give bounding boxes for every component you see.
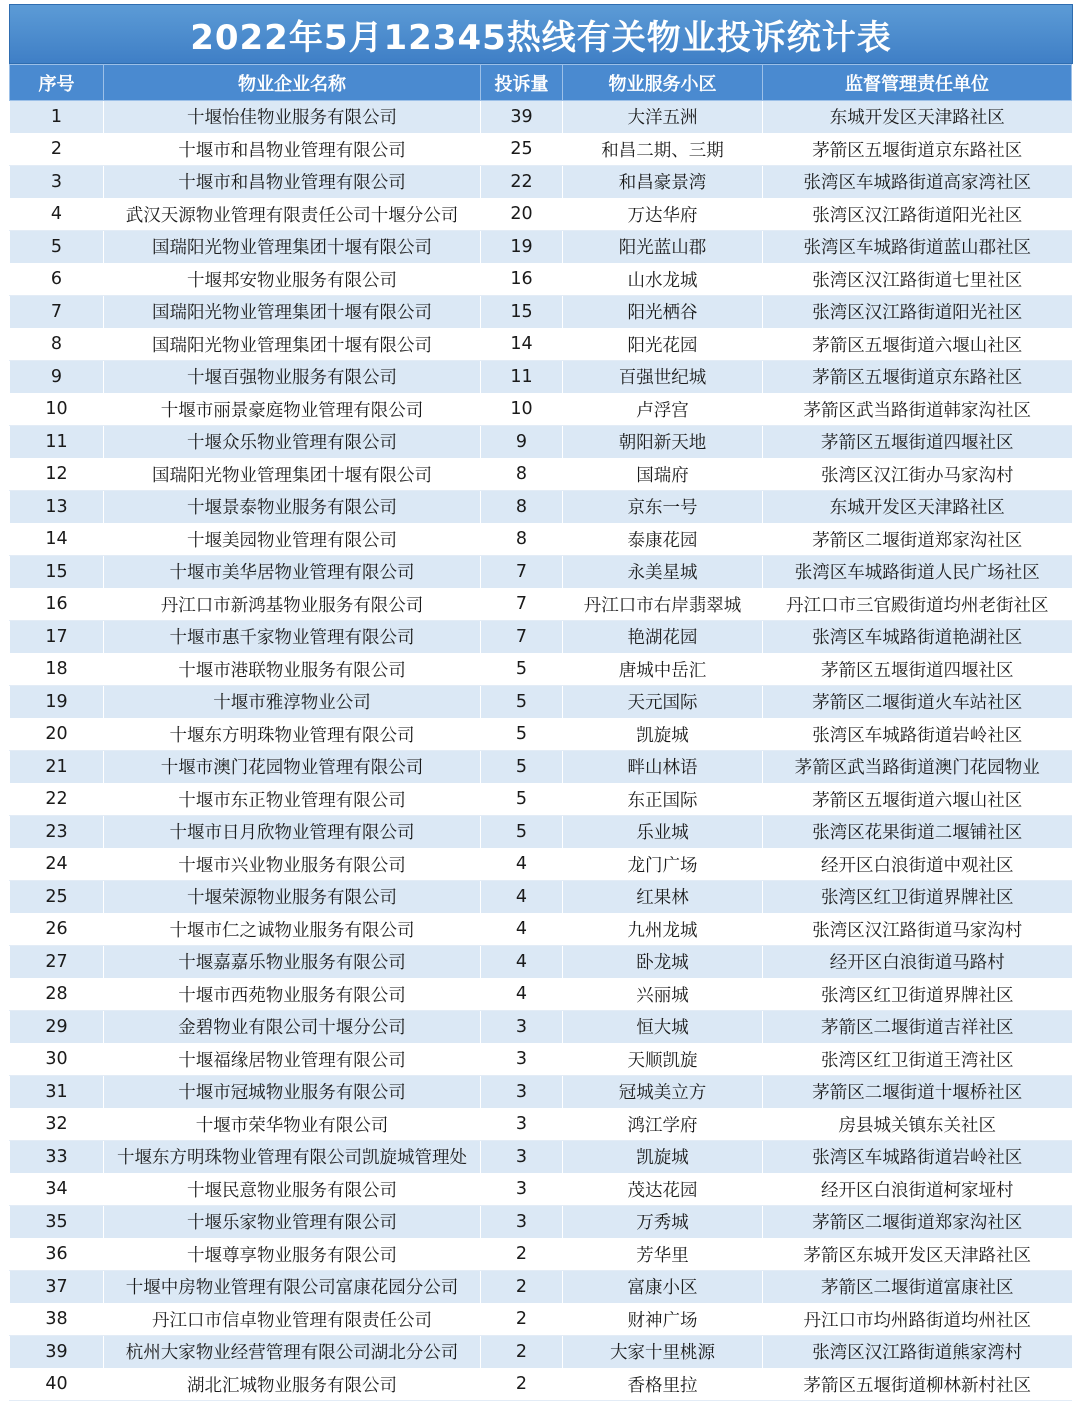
cell-index: 25 <box>10 881 104 914</box>
table-row <box>10 1206 1072 1239</box>
cell-supervising-unit: 张湾区汉江街办马家沟村 <box>763 458 1072 491</box>
cell-supervising-unit: 茅箭区二堰街道吉祥社区 <box>763 1011 1072 1044</box>
cell-community: 九州龙城 <box>563 913 763 946</box>
cell-company-name: 十堰东方明珠物业管理有限公司凯旋城管理处 <box>104 1141 481 1174</box>
cell-company-name: 十堰荣源物业服务有限公司 <box>104 881 481 914</box>
cell-supervising-unit: 茅箭区东城开发区天津路社区 <box>763 1238 1072 1271</box>
table-title: 2022年5月12345热线有关物业投诉统计表 <box>9 4 1073 64</box>
cell-complaint-count: 3 <box>481 1206 563 1239</box>
cell-index: 21 <box>10 751 104 784</box>
table-row <box>10 426 1072 459</box>
cell-index: 20 <box>10 718 104 751</box>
cell-index: 23 <box>10 816 104 849</box>
cell-index: 9 <box>10 361 104 394</box>
cell-index: 3 <box>10 166 104 199</box>
cell-complaint-count: 5 <box>481 718 563 751</box>
table-row <box>10 361 1072 394</box>
cell-supervising-unit: 张湾区汉江路街道熊家湾村 <box>763 1336 1072 1369</box>
cell-index: 35 <box>10 1206 104 1239</box>
cell-community: 畔山林语 <box>563 751 763 784</box>
cell-supervising-unit: 茅箭区五堰街道京东路社区 <box>763 133 1072 166</box>
cell-supervising-unit: 张湾区车城路街道艳湖社区 <box>763 621 1072 654</box>
cell-supervising-unit: 张湾区汉江路街道阳光社区 <box>763 296 1072 329</box>
cell-supervising-unit: 张湾区汉江路街道马家沟村 <box>763 913 1072 946</box>
table-row <box>10 1271 1072 1304</box>
table-row <box>10 231 1072 264</box>
cell-complaint-count: 2 <box>481 1238 563 1271</box>
cell-supervising-unit: 茅箭区二堰街道十堰桥社区 <box>763 1076 1072 1109</box>
cell-index: 37 <box>10 1271 104 1304</box>
cell-community: 阳光蓝山郡 <box>563 231 763 264</box>
cell-community: 恒大城 <box>563 1011 763 1044</box>
cell-complaint-count: 3 <box>481 1043 563 1076</box>
cell-community: 龙门广场 <box>563 848 763 881</box>
cell-index: 29 <box>10 1011 104 1044</box>
table-row <box>10 881 1072 914</box>
cell-company-name: 十堰市和昌物业管理有限公司 <box>104 133 481 166</box>
table-row <box>10 1141 1072 1174</box>
cell-index: 19 <box>10 686 104 719</box>
cell-complaint-count: 10 <box>481 393 563 426</box>
header-complaint-count: 投诉量 <box>481 65 563 101</box>
cell-supervising-unit: 茅箭区武当路街道韩家沟社区 <box>763 393 1072 426</box>
cell-index: 10 <box>10 393 104 426</box>
cell-community: 东正国际 <box>563 783 763 816</box>
cell-index: 33 <box>10 1141 104 1174</box>
table-row <box>10 1108 1072 1141</box>
complaint-table <box>9 64 1072 1401</box>
cell-community: 万达华府 <box>563 198 763 231</box>
cell-complaint-count: 8 <box>481 491 563 524</box>
cell-company-name: 十堰嘉嘉乐物业服务有限公司 <box>104 946 481 979</box>
cell-community: 财神广场 <box>563 1303 763 1336</box>
cell-supervising-unit: 张湾区车城路街道人民广场社区 <box>763 556 1072 589</box>
header-index: 序号 <box>10 65 104 101</box>
table-row <box>10 1303 1072 1336</box>
cell-community: 冠城美立方 <box>563 1076 763 1109</box>
table-row <box>10 1011 1072 1044</box>
cell-complaint-count: 2 <box>481 1271 563 1304</box>
cell-community: 京东一号 <box>563 491 763 524</box>
cell-complaint-count: 5 <box>481 686 563 719</box>
cell-community: 兴丽城 <box>563 978 763 1011</box>
cell-supervising-unit: 茅箭区五堰街道四堰社区 <box>763 426 1072 459</box>
cell-supervising-unit: 张湾区车城路街道岩岭社区 <box>763 1141 1072 1174</box>
cell-community: 百强世纪城 <box>563 361 763 394</box>
table-row <box>10 1043 1072 1076</box>
cell-complaint-count: 3 <box>481 1011 563 1044</box>
header-supervising-unit: 监督管理责任单位 <box>763 65 1072 101</box>
cell-company-name: 十堰市东正物业管理有限公司 <box>104 783 481 816</box>
cell-index: 2 <box>10 133 104 166</box>
cell-index: 24 <box>10 848 104 881</box>
cell-complaint-count: 2 <box>481 1368 563 1401</box>
cell-complaint-count: 4 <box>481 881 563 914</box>
cell-community: 芳华里 <box>563 1238 763 1271</box>
cell-index: 14 <box>10 523 104 556</box>
table-row <box>10 296 1072 329</box>
cell-supervising-unit: 东城开发区天津路社区 <box>763 491 1072 524</box>
cell-company-name: 十堰百强物业服务有限公司 <box>104 361 481 394</box>
table-row <box>10 133 1072 166</box>
cell-complaint-count: 39 <box>481 101 563 134</box>
cell-community: 大洋五洲 <box>563 101 763 134</box>
cell-company-name: 十堰市雅淳物业公司 <box>104 686 481 719</box>
cell-complaint-count: 5 <box>481 653 563 686</box>
cell-supervising-unit: 茅箭区武当路街道澳门花园物业 <box>763 751 1072 784</box>
cell-company-name: 十堰邦安物业服务有限公司 <box>104 263 481 296</box>
cell-supervising-unit: 经开区白浪街道中观社区 <box>763 848 1072 881</box>
table-row <box>10 556 1072 589</box>
cell-index: 22 <box>10 783 104 816</box>
cell-supervising-unit: 茅箭区二堰街道郑家沟社区 <box>763 1206 1072 1239</box>
cell-supervising-unit: 经开区白浪街道柯家垭村 <box>763 1173 1072 1206</box>
table-row <box>10 913 1072 946</box>
cell-complaint-count: 19 <box>481 231 563 264</box>
cell-index: 5 <box>10 231 104 264</box>
cell-complaint-count: 4 <box>481 978 563 1011</box>
cell-supervising-unit: 张湾区红卫街道界牌社区 <box>763 881 1072 914</box>
cell-complaint-count: 4 <box>481 946 563 979</box>
cell-company-name: 杭州大家物业经营管理有限公司湖北分公司 <box>104 1336 481 1369</box>
cell-community: 丹江口市右岸翡翠城 <box>563 588 763 621</box>
cell-index: 16 <box>10 588 104 621</box>
cell-company-name: 十堰市丽景豪庭物业管理有限公司 <box>104 393 481 426</box>
cell-index: 7 <box>10 296 104 329</box>
cell-community: 山水龙城 <box>563 263 763 296</box>
table-row <box>10 588 1072 621</box>
cell-community: 鸿江学府 <box>563 1108 763 1141</box>
cell-index: 1 <box>10 101 104 134</box>
cell-company-name: 十堰中房物业管理有限公司富康花园分公司 <box>104 1271 481 1304</box>
table-row <box>10 523 1072 556</box>
cell-index: 27 <box>10 946 104 979</box>
cell-company-name: 十堰市美华居物业管理有限公司 <box>104 556 481 589</box>
cell-complaint-count: 4 <box>481 913 563 946</box>
cell-supervising-unit: 张湾区车城路街道蓝山郡社区 <box>763 231 1072 264</box>
cell-complaint-count: 15 <box>481 296 563 329</box>
header-company-name: 物业企业名称 <box>104 65 481 101</box>
cell-community: 凯旋城 <box>563 718 763 751</box>
cell-index: 34 <box>10 1173 104 1206</box>
table-row <box>10 848 1072 881</box>
cell-company-name: 十堰福缘居物业管理有限公司 <box>104 1043 481 1076</box>
cell-complaint-count: 3 <box>481 1108 563 1141</box>
cell-community: 朝阳新天地 <box>563 426 763 459</box>
cell-company-name: 十堰市仁之诚物业服务有限公司 <box>104 913 481 946</box>
cell-community: 茂达花园 <box>563 1173 763 1206</box>
table-row <box>10 1336 1072 1369</box>
cell-community: 凯旋城 <box>563 1141 763 1174</box>
cell-community: 红果林 <box>563 881 763 914</box>
cell-supervising-unit: 张湾区车城路街道岩岭社区 <box>763 718 1072 751</box>
cell-index: 6 <box>10 263 104 296</box>
table-row <box>10 393 1072 426</box>
cell-company-name: 湖北汇城物业服务有限公司 <box>104 1368 481 1401</box>
cell-company-name: 金碧物业有限公司十堰分公司 <box>104 1011 481 1044</box>
cell-community: 大家十里桃源 <box>563 1336 763 1369</box>
cell-community: 阳光栖谷 <box>563 296 763 329</box>
cell-community: 和昌豪景湾 <box>563 166 763 199</box>
cell-company-name: 十堰市港联物业服务有限公司 <box>104 653 481 686</box>
cell-index: 36 <box>10 1238 104 1271</box>
cell-complaint-count: 3 <box>481 1076 563 1109</box>
table-body <box>10 101 1072 1401</box>
cell-complaint-count: 2 <box>481 1303 563 1336</box>
cell-complaint-count: 5 <box>481 751 563 784</box>
table-row <box>10 101 1072 134</box>
table-header-row <box>10 65 1072 101</box>
cell-complaint-count: 25 <box>481 133 563 166</box>
cell-community: 唐城中岳汇 <box>563 653 763 686</box>
cell-supervising-unit: 张湾区汉江路街道七里社区 <box>763 263 1072 296</box>
cell-company-name: 丹江口市信卓物业管理有限责任公司 <box>104 1303 481 1336</box>
cell-supervising-unit: 茅箭区五堰街道六堰山社区 <box>763 783 1072 816</box>
cell-complaint-count: 7 <box>481 621 563 654</box>
cell-company-name: 十堰民意物业服务有限公司 <box>104 1173 481 1206</box>
table-row <box>10 621 1072 654</box>
cell-supervising-unit: 张湾区花果街道二堰铺社区 <box>763 816 1072 849</box>
cell-supervising-unit: 茅箭区二堰街道郑家沟社区 <box>763 523 1072 556</box>
cell-index: 31 <box>10 1076 104 1109</box>
cell-index: 8 <box>10 328 104 361</box>
cell-company-name: 十堰东方明珠物业管理有限公司 <box>104 718 481 751</box>
cell-complaint-count: 22 <box>481 166 563 199</box>
cell-index: 13 <box>10 491 104 524</box>
cell-index: 32 <box>10 1108 104 1141</box>
cell-company-name: 十堰美园物业管理有限公司 <box>104 523 481 556</box>
cell-company-name: 武汉天源物业管理有限责任公司十堰分公司 <box>104 198 481 231</box>
table-row <box>10 946 1072 979</box>
cell-complaint-count: 5 <box>481 783 563 816</box>
cell-complaint-count: 8 <box>481 458 563 491</box>
cell-supervising-unit: 张湾区车城路街道高家湾社区 <box>763 166 1072 199</box>
table-row <box>10 653 1072 686</box>
cell-company-name: 十堰市和昌物业管理有限公司 <box>104 166 481 199</box>
cell-index: 38 <box>10 1303 104 1336</box>
cell-company-name: 丹江口市新鸿基物业服务有限公司 <box>104 588 481 621</box>
cell-community: 乐业城 <box>563 816 763 849</box>
cell-company-name: 国瑞阳光物业管理集团十堰有限公司 <box>104 458 481 491</box>
cell-supervising-unit: 茅箭区五堰街道柳林新村社区 <box>763 1368 1072 1401</box>
cell-supervising-unit: 茅箭区五堰街道六堰山社区 <box>763 328 1072 361</box>
cell-company-name: 十堰市荣华物业有限公司 <box>104 1108 481 1141</box>
header-community: 物业服务小区 <box>563 65 763 101</box>
table-row <box>10 491 1072 524</box>
cell-company-name: 国瑞阳光物业管理集团十堰有限公司 <box>104 231 481 264</box>
cell-complaint-count: 7 <box>481 588 563 621</box>
cell-index: 28 <box>10 978 104 1011</box>
table-row <box>10 686 1072 719</box>
cell-complaint-count: 20 <box>481 198 563 231</box>
cell-supervising-unit: 茅箭区五堰街道四堰社区 <box>763 653 1072 686</box>
cell-index: 18 <box>10 653 104 686</box>
cell-complaint-count: 8 <box>481 523 563 556</box>
table-row <box>10 978 1072 1011</box>
cell-community: 艳湖花园 <box>563 621 763 654</box>
cell-community: 卢浮宫 <box>563 393 763 426</box>
cell-supervising-unit: 东城开发区天津路社区 <box>763 101 1072 134</box>
cell-complaint-count: 5 <box>481 816 563 849</box>
cell-community: 永美星城 <box>563 556 763 589</box>
cell-index: 39 <box>10 1336 104 1369</box>
cell-community: 阳光花园 <box>563 328 763 361</box>
table-row <box>10 458 1072 491</box>
table-row <box>10 1238 1072 1271</box>
table-row <box>10 1076 1072 1109</box>
cell-supervising-unit: 丹江口市均州路街道均州社区 <box>763 1303 1072 1336</box>
cell-complaint-count: 16 <box>481 263 563 296</box>
cell-supervising-unit: 经开区白浪街道马路村 <box>763 946 1072 979</box>
cell-complaint-count: 4 <box>481 848 563 881</box>
cell-supervising-unit: 张湾区红卫街道王湾社区 <box>763 1043 1072 1076</box>
cell-index: 26 <box>10 913 104 946</box>
cell-index: 15 <box>10 556 104 589</box>
cell-company-name: 十堰众乐物业管理有限公司 <box>104 426 481 459</box>
cell-company-name: 十堰市西苑物业服务有限公司 <box>104 978 481 1011</box>
cell-supervising-unit: 茅箭区二堰街道火车站社区 <box>763 686 1072 719</box>
cell-index: 30 <box>10 1043 104 1076</box>
table-row <box>10 166 1072 199</box>
table-row <box>10 783 1072 816</box>
cell-company-name: 十堰市澳门花园物业管理有限公司 <box>104 751 481 784</box>
cell-community: 天元国际 <box>563 686 763 719</box>
table-row <box>10 198 1072 231</box>
cell-supervising-unit: 茅箭区二堰街道富康社区 <box>763 1271 1072 1304</box>
cell-index: 12 <box>10 458 104 491</box>
cell-company-name: 国瑞阳光物业管理集团十堰有限公司 <box>104 296 481 329</box>
cell-company-name: 十堰市惠千家物业管理有限公司 <box>104 621 481 654</box>
cell-community: 香格里拉 <box>563 1368 763 1401</box>
cell-company-name: 十堰市兴业物业服务有限公司 <box>104 848 481 881</box>
cell-index: 40 <box>10 1368 104 1401</box>
cell-complaint-count: 3 <box>481 1173 563 1206</box>
cell-supervising-unit: 张湾区红卫街道界牌社区 <box>763 978 1072 1011</box>
table-row <box>10 816 1072 849</box>
cell-company-name: 十堰尊享物业服务有限公司 <box>104 1238 481 1271</box>
cell-community: 天顺凯旋 <box>563 1043 763 1076</box>
table-row <box>10 328 1072 361</box>
cell-community: 国瑞府 <box>563 458 763 491</box>
cell-company-name: 十堰景泰物业服务有限公司 <box>104 491 481 524</box>
table-row <box>10 1368 1072 1401</box>
cell-community: 万秀城 <box>563 1206 763 1239</box>
cell-complaint-count: 9 <box>481 426 563 459</box>
cell-community: 富康小区 <box>563 1271 763 1304</box>
table-row <box>10 751 1072 784</box>
cell-community: 卧龙城 <box>563 946 763 979</box>
cell-company-name: 十堰市冠城物业服务有限公司 <box>104 1076 481 1109</box>
cell-complaint-count: 11 <box>481 361 563 394</box>
cell-supervising-unit: 房县城关镇东关社区 <box>763 1108 1072 1141</box>
cell-complaint-count: 2 <box>481 1336 563 1369</box>
table-row <box>10 1173 1072 1206</box>
cell-company-name: 十堰乐家物业管理有限公司 <box>104 1206 481 1239</box>
cell-company-name: 十堰怡佳物业服务有限公司 <box>104 101 481 134</box>
cell-index: 11 <box>10 426 104 459</box>
cell-supervising-unit: 丹江口市三官殿街道均州老街社区 <box>763 588 1072 621</box>
cell-index: 17 <box>10 621 104 654</box>
cell-complaint-count: 14 <box>481 328 563 361</box>
cell-community: 泰康花园 <box>563 523 763 556</box>
table-row <box>10 718 1072 751</box>
cell-company-name: 国瑞阳光物业管理集团十堰有限公司 <box>104 328 481 361</box>
cell-supervising-unit: 张湾区汉江路街道阳光社区 <box>763 198 1072 231</box>
cell-complaint-count: 3 <box>481 1141 563 1174</box>
cell-index: 4 <box>10 198 104 231</box>
table-row <box>10 263 1072 296</box>
cell-community: 和昌二期、三期 <box>563 133 763 166</box>
cell-complaint-count: 7 <box>481 556 563 589</box>
cell-company-name: 十堰市日月欣物业管理有限公司 <box>104 816 481 849</box>
cell-supervising-unit: 茅箭区五堰街道京东路社区 <box>763 361 1072 394</box>
